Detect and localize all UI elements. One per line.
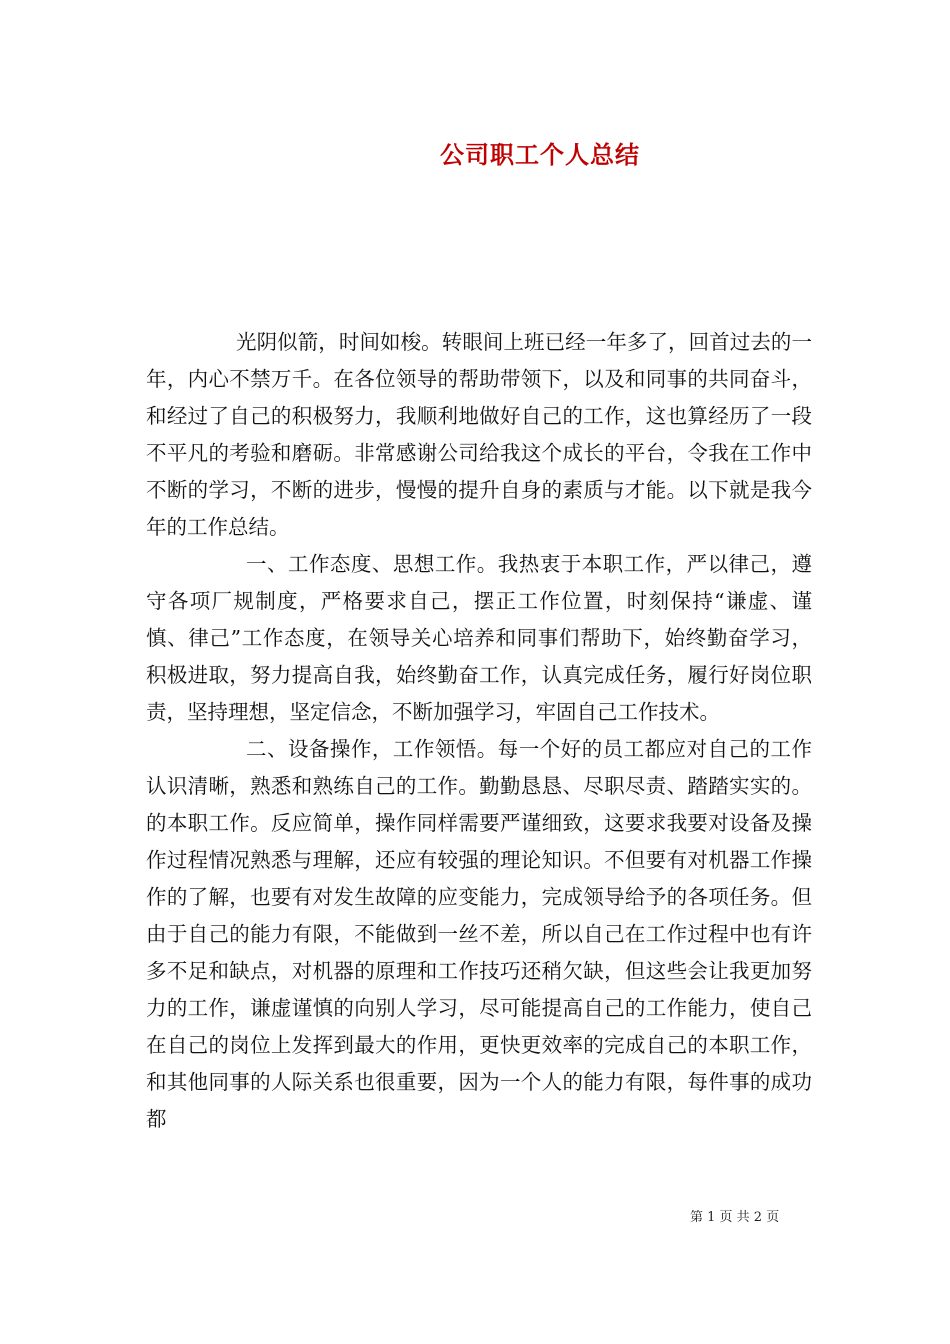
document-title: 公司职工个人总结 bbox=[440, 140, 640, 169]
page-number-footer: 第 1 页 共 2 页 bbox=[690, 1210, 780, 1225]
document-body bbox=[146, 324, 812, 1138]
paragraph-work-attitude: 一、工作态度、思想工作。我热衷于本职工作，严以律己，遵守各项厂规制度，严格要求自己，摆正工作位置，时刻保持“谦虚、谨慎、律己”工作态度，在领导关心培养和同事们帮助下，始终勤奋学习，积极进取，努力提高自我，始终勤奋工作，认真完成任务，履行好岗位职责，坚持理想，坚定信念，不断加强学习，牢固自己工作技术。 bbox=[146, 552, 812, 724]
paragraph-equipment-operation: 二、设备操作，工作领悟。每一个好的员工都应对自己的工作认识清晰，熟悉和熟练自己的工作。勤勤恳恳、尽职尽责、踏踏实实的。的本职工作。反应简单，操作同样需要严谨细致，这要求我要对设备及操作过程情况熟悉与理解，还应有较强的理论知识。不但要有对机器工作操作的了解，也要有对发生故障的应变能力，完成领导给予的各项任务。但由于自己的能力有限，不能做到一丝不差，所以自己在工作过程中也有许多不足和缺点，对机器的原理和工作技巧还稍欠缺，但这些会让我更加努力的工作，谦虚谨慎的向别人学习，尽可能提高自己的工作能力，使自己在自己的岗位上发挥到最大的作用，更快更效率的完成自己的本职工作，和其他同事的人际关系也很重要，因为一个人的能力有限，每件事的成功都 bbox=[146, 737, 812, 1131]
paragraph-intro: 光阴似箭，时间如梭。转眼间上班已经一年多了，回首过去的一年，内心不禁万千。在各位领导的帮助带领下，以及和同事的共同奋斗，和经过了自己的积极努力，我顺利地做好自己的工作，这也算经历了一段不平凡的考验和磨砺。非常感谢公司给我这个成长的平台，令我在工作中不断的学习，不断的进步，慢慢的提升自身的素质与才能。以下就是我今年的工作总结。 bbox=[146, 330, 812, 539]
